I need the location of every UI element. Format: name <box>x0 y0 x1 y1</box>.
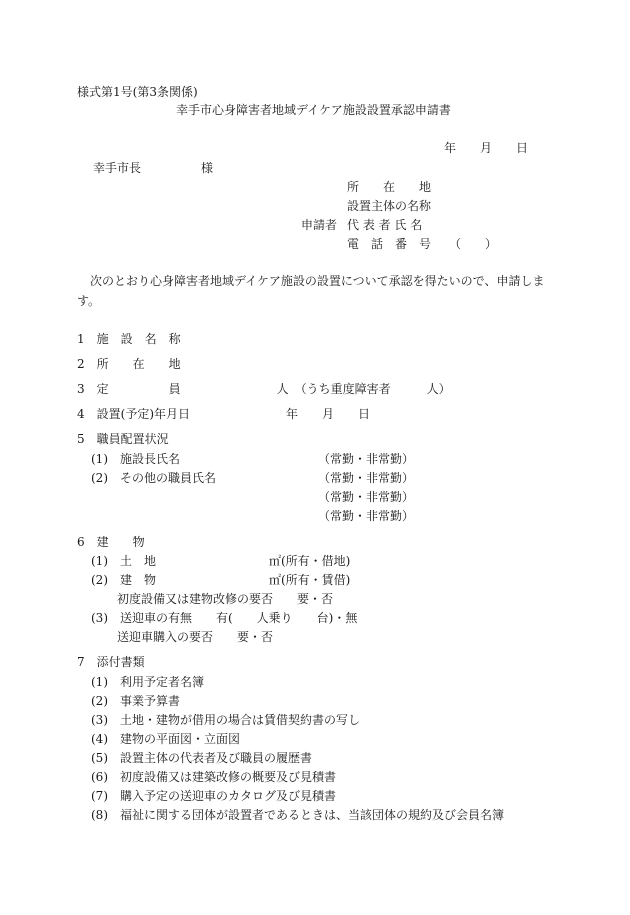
item-location: 2 所 在 地 <box>77 357 181 371</box>
employment-type: （常勤・非常勤） <box>318 471 415 485</box>
attachment-item: (7) 購入予定の送迎車のカタログ及び見積書 <box>91 789 336 803</box>
item-structure: (2) 建 物 <box>91 573 156 587</box>
applicant-representative-label: 代 表 者 氏 名 <box>347 218 423 232</box>
attachment-item: (6) 初度設備又は建築改修の概要及び見積書 <box>91 770 336 784</box>
item-land-area: ㎡(所有・借地) <box>269 554 351 568</box>
item-staff: 5 職員配置状況 <box>77 432 169 446</box>
date-line: 年 月 日 <box>444 141 529 155</box>
item-land: (1) 土 地 <box>91 554 156 568</box>
employment-type: （常勤・非常勤） <box>318 452 415 466</box>
attachment-item: (5) 設置主体の代表者及び職員の履歴書 <box>91 751 312 765</box>
item-staff-director: (1) 施設長氏名 <box>91 452 180 466</box>
item-renovation: 初度設備又は建物改修の要否 要・否 <box>117 592 334 606</box>
item-establish-date: 4 設置(予定)年月日 年 月 日 <box>77 407 371 421</box>
employment-type: （常勤・非常勤） <box>318 509 415 523</box>
item-staff-other: (2) その他の職員氏名 <box>91 471 216 485</box>
employment-type: （常勤・非常勤） <box>318 490 415 504</box>
attachment-item: (8) 福祉に関する団体が設置者であるときは、当該団体の規約及び会員名簿 <box>91 808 505 822</box>
intro-paragraph: 次のとおり心身障害者地域デイケア施設の設置について承認を得たいので、申請します。 <box>77 274 545 308</box>
attachment-item: (3) 土地・建物が借用の場合は賃借契約書の写し <box>91 713 360 727</box>
applicant-org-label: 設置主体の名称 <box>347 199 432 213</box>
item-attachments: 7 添付書類 <box>77 655 145 669</box>
attachment-item: (1) 利用予定者名簿 <box>91 675 204 689</box>
item-facility-name: 1 施 設 名 称 <box>77 332 181 346</box>
applicant-label: 申請者 <box>301 218 338 232</box>
item-structure-area: ㎡(所有・賃借) <box>269 573 351 587</box>
applicant-address-label: 所 在 地 <box>347 180 432 194</box>
item-vehicle-purchase: 送迎車購入の要否 要・否 <box>117 630 274 644</box>
form-number: 様式第1号(第3条関係) <box>77 85 198 99</box>
item-capacity: 3 定 員 人 （うち重度障害者 人） <box>77 382 451 396</box>
attachment-item: (2) 事業予算書 <box>91 694 180 708</box>
attachment-item: (4) 建物の平面図・立面図 <box>91 732 240 746</box>
applicant-phone-label: 電 話 番 号 （ ） <box>347 237 498 251</box>
item-building: 6 建 物 <box>77 535 145 549</box>
addressee: 幸手市長 様 <box>93 161 214 175</box>
form-title: 幸手市心身障害者地域デイケア施設設置承認申請書 <box>176 103 451 117</box>
item-vehicle: (3) 送迎車の有無 有( 人乗り 台)・無 <box>91 611 358 625</box>
